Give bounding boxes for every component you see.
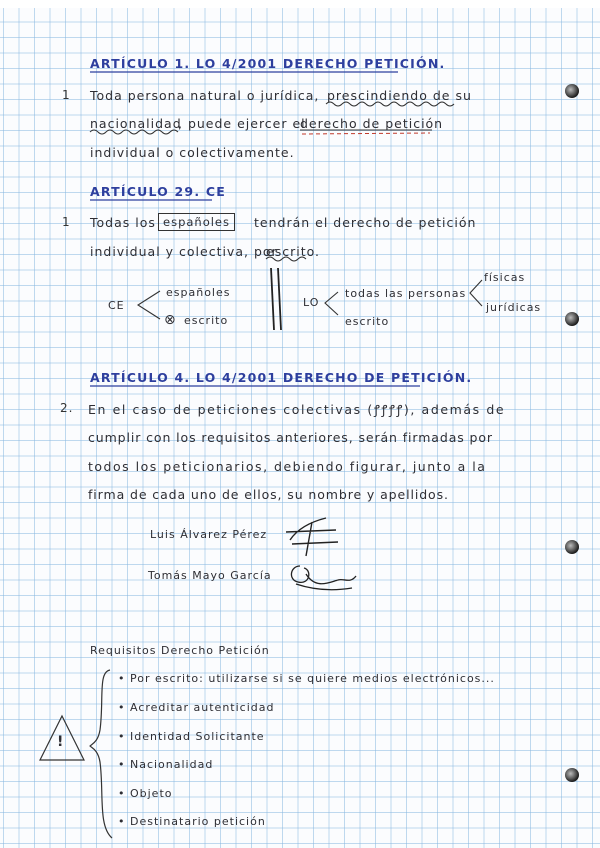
curly-brace xyxy=(90,670,112,838)
boxed-word: españoles xyxy=(158,213,235,231)
art29-line1a: Todas los xyxy=(90,215,156,230)
heading-articulo-29: ARTÍCULO 29. CE xyxy=(90,184,226,199)
art1-line2a: nacionalidad xyxy=(90,116,182,131)
heading-articulo-4: ARTÍCULO 4. LO 4/2001 DERECHO DE PETICIÓN. xyxy=(90,370,473,385)
bracket xyxy=(325,292,338,315)
scheme-lo-item1: todas las personas xyxy=(345,287,467,300)
requirement-item: • Por escrito: utilizarse si se quiere medios electrónicos... xyxy=(118,672,495,685)
scheme-ce-item1: españoles xyxy=(166,286,231,299)
art4-line3: todos los peticionarios, debiendo figurar, junto a la xyxy=(88,459,487,474)
requirement-item: • Identidad Solicitante xyxy=(118,730,265,743)
scheme-sub2: jurídicas xyxy=(486,301,542,314)
divider xyxy=(278,268,281,330)
signer-name: Tomás Mayo García xyxy=(148,569,272,582)
paragraph-number: 1 xyxy=(62,215,71,229)
bracket xyxy=(470,280,482,306)
art4-line1: En el caso de peticiones colectivas (ꝭꝭꝭꝭ), además de xyxy=(88,402,506,417)
art1-line1b: prescindiendo de su xyxy=(327,88,472,103)
scheme-sub1: físicas xyxy=(484,271,526,284)
scheme-ce-item2: escrito xyxy=(184,314,229,327)
art4-line4: firma de cada uno de ellos, su nombre y apellidos. xyxy=(88,487,449,502)
signature xyxy=(286,518,338,556)
scheme-lo-label: LO xyxy=(303,296,320,309)
scheme-lo-item2: escrito xyxy=(345,315,390,328)
art1-line2c: derecho de petición xyxy=(300,116,444,131)
art29-line2a: individual y colectiva, por xyxy=(90,244,278,259)
binder-hole xyxy=(565,540,579,554)
art4-line2: cumplir con los requisitos anteriores, serán firmadas por xyxy=(88,430,493,445)
art1-line3: individual o colectivamente. xyxy=(90,145,295,160)
circled-x-icon: ⊗ xyxy=(164,312,177,328)
binder-hole xyxy=(565,84,579,98)
art29-line1b: tendrán el derecho de petición xyxy=(254,215,477,230)
bracket xyxy=(138,291,160,319)
art1-line1a: Toda persona natural o jurídica, xyxy=(90,88,320,103)
scheme-ce-label: CE xyxy=(108,299,125,312)
paragraph-number: 1 xyxy=(62,88,71,102)
warning-mark: ! xyxy=(57,734,65,750)
requirement-item: • Objeto xyxy=(118,787,173,800)
requirement-item: • Nacionalidad xyxy=(118,758,214,771)
paragraph-number: 2. xyxy=(60,401,74,415)
art29-line2b: escrito. xyxy=(266,244,320,259)
requirement-item: • Acreditar autenticidad xyxy=(118,701,275,714)
binder-hole xyxy=(565,768,579,782)
divider xyxy=(271,268,274,330)
requirements-title: Requisitos Derecho Petición xyxy=(90,644,270,657)
signer-name: Luis Álvarez Pérez xyxy=(150,528,268,541)
requirement-item: • Destinatario petición xyxy=(118,815,266,828)
signature xyxy=(291,566,356,590)
binder-hole xyxy=(565,312,579,326)
top-edge xyxy=(0,0,600,8)
art1-line2b: , puede ejercer el xyxy=(178,116,306,131)
red-underline xyxy=(302,133,430,134)
heading-articulo-1: ARTÍCULO 1. LO 4/2001 DERECHO PETICIÓN. xyxy=(90,56,446,71)
